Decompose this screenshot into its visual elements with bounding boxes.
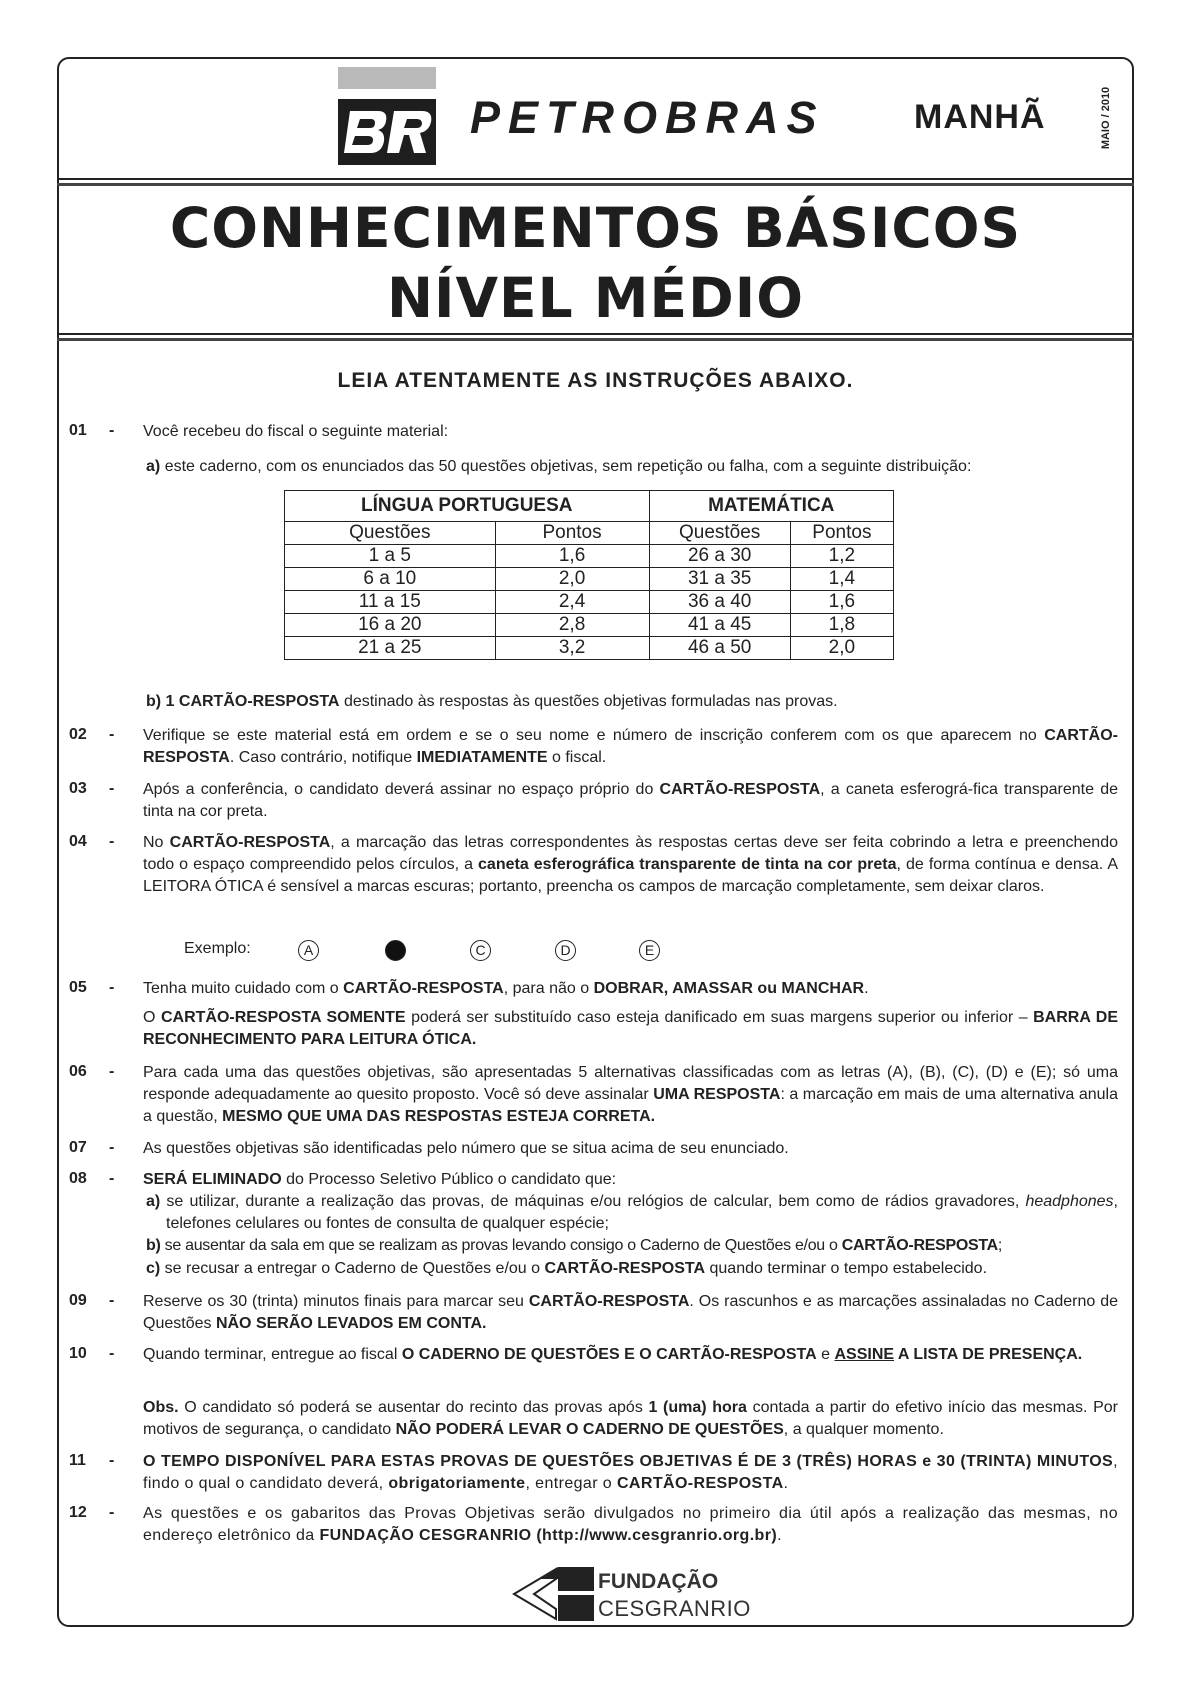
instruction-09: Reserve os 30 (trinta) minutos finais para marcar seu CARTÃO-RESPOSTA. Os rascunhos e as marcações assinaladas no Caderno de Questões NÃO SERÃO LEVADOS EM CONTA. xyxy=(143,1293,1119,1332)
item-number: 04 xyxy=(69,833,87,850)
br-logo-icon xyxy=(338,99,436,165)
foundation-name-line2: CESGRANRIO xyxy=(598,1596,751,1621)
item-dash: - xyxy=(109,1452,115,1469)
instruction-11: O TEMPO DISPONÍVEL PARA ESTAS PROVAS DE QUESTÕES OBJETIVAS É DE 3 (TRÊS) HORAS e 30 (TRINTA) MINUTOS, findo o qual o candidato deverá, obrigatoriamente, entregar o CARTÃO-RESPOSTA. xyxy=(143,1453,1118,1492)
item-number: 07 xyxy=(69,1139,87,1156)
item-dash: - xyxy=(109,1139,115,1156)
instruction-03: Após a conferência, o candidato deverá assinar no espaço próprio do CARTÃO-RESPOSTA, a caneta esferográ-fica transparente de tinta na cor preta. xyxy=(143,781,1118,820)
item-number: 02 xyxy=(69,726,87,743)
instruction-02: Verifique se este material está em ordem e se o seu nome e número de inscrição conferem com os que aparecem no CARTÃO-RESPOSTA. Caso contrário, notifique IMEDIATAMENTE o fiscal. xyxy=(143,727,1118,766)
table-row: 21 a 25 3,2 46 a 50 2,0 xyxy=(285,637,894,660)
title-divider-thick xyxy=(57,338,1134,341)
item-dash: - xyxy=(109,726,115,743)
option-e-circle: E xyxy=(639,940,660,961)
instruction-01b: b) 1 CARTÃO-RESPOSTA destinado às respostas às questões objetivas formuladas nas provas. xyxy=(146,693,838,710)
item-number: 12 xyxy=(69,1504,87,1521)
cesgranrio-logo-icon xyxy=(512,1565,596,1623)
instruction-06: Para cada uma das questões objetivas, são apresentadas 5 alternativas classificadas com as letras (A), (B), (C), (D) e (E); só uma responde adequadamente ao quesito proposto. Você só deve assinalar UMA RESPOSTA: a marcação em mais de uma alternativa anula a questão, MESMO QUE UMA DAS RESPOSTAS ESTEJA CORRETA. xyxy=(143,1064,1118,1125)
table-row: 1 a 5 1,6 26 a 30 1,2 xyxy=(285,545,894,568)
item-dash: - xyxy=(109,780,115,797)
instructions-heading: LEIA ATENTAMENTE AS INSTRUÇÕES ABAIXO. xyxy=(337,369,854,392)
item-number: 11 xyxy=(69,1452,86,1469)
option-c-circle: C xyxy=(470,940,491,961)
item-dash: - xyxy=(109,1170,115,1187)
item-dash: - xyxy=(109,979,115,996)
table-row: 16 a 20 2,8 41 a 45 1,8 xyxy=(285,614,894,637)
item-dash: - xyxy=(109,1063,115,1080)
item-dash: - xyxy=(109,422,115,439)
instruction-07: As questões objetivas são identificadas pelo número que se situa acima de seu enunciado. xyxy=(143,1140,789,1157)
item-dash: - xyxy=(109,1345,115,1362)
instruction-04: No CARTÃO-RESPOSTA, a marcação das letras correspondentes às respostas certas deve ser feita cobrindo a letra e preenchendo todo o espaço compreendido pelos círculos, a caneta esferográfica transparente de tinta na cor preta, de forma contínua e densa. A LEITORA ÓTICA é sensível a marcas escuras; portanto, preencha os campos de marcação completamente, sem deixar claros. xyxy=(143,834,1119,895)
brand-name: PETROBRAS xyxy=(470,92,825,143)
title-divider xyxy=(57,333,1134,335)
col-questoes: Questões xyxy=(285,522,496,545)
instruction-10: Quando terminar, entregue ao fiscal O CADERNO DE QUESTÕES E O CARTÃO-RESPOSTA e ASSINE A LISTA DE PRESENÇA. xyxy=(143,1346,1083,1363)
item-number: 05 xyxy=(69,979,87,996)
page-subtitle-level: NÍVEL MÉDIO xyxy=(386,266,804,330)
foundation-name-line1: FUNDAÇÃO xyxy=(598,1570,719,1593)
table-row: 6 a 10 2,0 31 a 35 1,4 xyxy=(285,568,894,591)
option-a-circle: A xyxy=(298,940,319,961)
example-label: Exemplo: xyxy=(184,940,251,957)
option-d-circle: D xyxy=(555,940,576,961)
exam-date: MAIO / 2010 xyxy=(1100,86,1112,150)
table-heading-matematica: MATEMÁTICA xyxy=(649,491,893,522)
item-number: 03 xyxy=(69,780,87,797)
table-row: 11 a 15 2,4 36 a 40 1,6 xyxy=(285,591,894,614)
br-logo xyxy=(338,99,436,165)
instruction-05: Tenha muito cuidado com o CARTÃO-RESPOSTA, para não o DOBRAR, AMASSAR ou MANCHAR. xyxy=(143,980,869,997)
instruction-10-obs: Obs. O candidato só poderá se ausentar do recinto das provas após 1 (uma) hora contada a partir do efetivo início das mesmas. Por motivos de segurança, o candidato NÃO PODERÁ LEVAR O CADERNO DE QUESTÕES, a qualquer momento. xyxy=(143,1399,1118,1438)
instruction-01a: a) este caderno, com os enunciados das 50 questões objetivas, sem repetição ou falha, com a seguinte distribuição: xyxy=(146,458,972,475)
instruction-12: As questões e os gabaritos das Provas Objetivas serão divulgados no primeiro dia útil após a realização das mesmas, no endereço eletrônico da FUNDAÇÃO CESGRANRIO (http://www.cesgranrio.org.br). xyxy=(143,1505,1118,1544)
logo-bar xyxy=(338,67,436,89)
header-divider-thick xyxy=(57,183,1134,186)
instruction-08: SERÁ ELIMINADO do Processo Seletivo Público o candidato que: xyxy=(143,1171,617,1188)
item-dash: - xyxy=(109,833,115,850)
item-number: 10 xyxy=(69,1345,87,1362)
option-b-filled-circle xyxy=(385,940,406,961)
instruction-08c: c) se recusar a entregar o Caderno de Questões e/ou o CARTÃO-RESPOSTA quando terminar o tempo estabelecido. xyxy=(146,1260,988,1277)
item-number: 01 xyxy=(69,422,87,439)
col-pontos: Pontos xyxy=(495,522,649,545)
header-divider xyxy=(57,178,1134,180)
instruction-01: Você recebeu do fiscal o seguinte material: xyxy=(143,423,449,440)
instruction-08a: a) se utilizar, durante a realização das provas, de máquinas e/ou relógios de calcular, bem como de rádios gravadores, headphones, telefones celulares ou fontes de consulta de qualquer espécie; xyxy=(146,1193,1118,1232)
item-dash: - xyxy=(109,1292,115,1309)
page-title: CONHECIMENTOS BÁSICOS xyxy=(169,196,1022,260)
item-number: 08 xyxy=(69,1170,87,1187)
instruction-05-note: O CARTÃO-RESPOSTA SOMENTE poderá ser substituído caso esteja danificado em suas margens superior ou inferior – BARRA DE RECONHECIMENTO PARA LEITURA ÓTICA. xyxy=(143,1009,1119,1048)
distribution-table xyxy=(284,490,894,660)
item-dash: - xyxy=(109,1504,115,1521)
item-number: 09 xyxy=(69,1292,87,1309)
item-number: 06 xyxy=(69,1063,87,1080)
col-questoes: Questões xyxy=(649,522,790,545)
table-heading-portugues: LÍNGUA PORTUGUESA xyxy=(285,491,650,522)
col-pontos: Pontos xyxy=(790,522,893,545)
shift-label: MANHÃ xyxy=(914,98,1046,136)
instruction-08b: b) se ausentar da sala em que se realizam as provas levando consigo o Caderno de Questões e/ou o CARTÃO-RESPOSTA; xyxy=(146,1237,1003,1254)
